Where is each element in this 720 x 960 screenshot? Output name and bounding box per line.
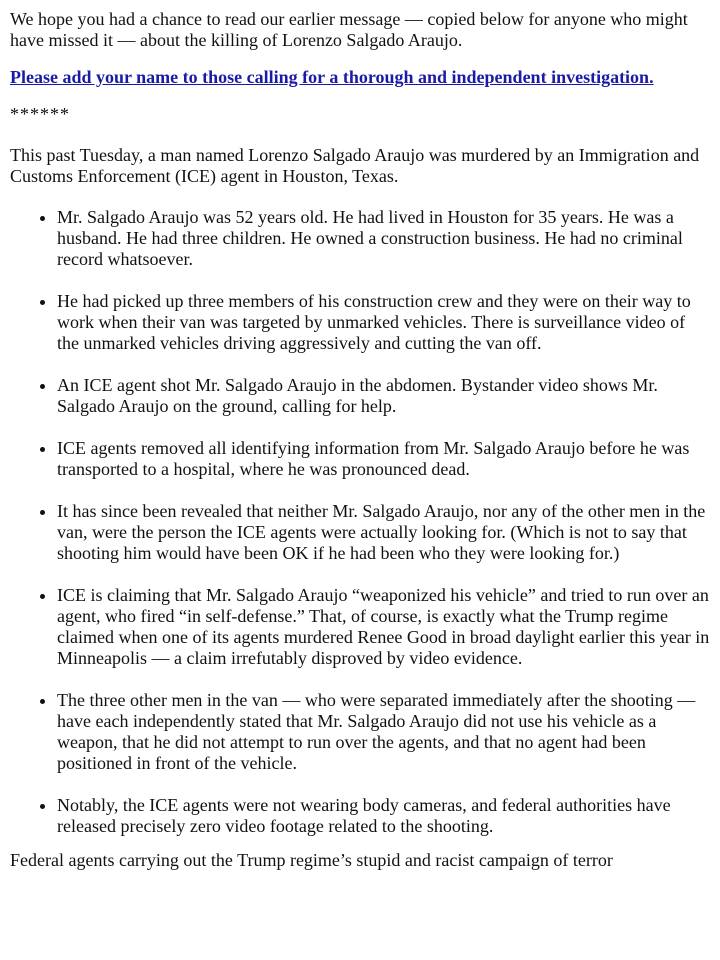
petition-link-paragraph: [10, 67, 710, 88]
intro-paragraph: We hope you had a chance to read our earlier message — copied below for anyone who might have missed it — about the killing of Lorenzo Salgado Araujo.: [10, 9, 688, 50]
facts-list: [10, 207, 710, 837]
list-item: • The three other men in the van — who were separated immediately after the shooting — have each independently stated that Mr. Salgado Araujo did not use his vehicle as a weapon, that he did not attempt to run over the agents, and that no agent had been positioned in front of the vehicle.: [57, 690, 710, 774]
list-item: • ICE agents removed all identifying information from Mr. Salgado Araujo before he was transported to a hospital, where he was pronounced dead.: [57, 438, 710, 480]
petition-link[interactable]: Please add your name to those calling for a thorough and independent investigation.: [10, 67, 654, 87]
list-item: • He had picked up three members of his construction crew and they were on their way to work when their van was targeted by unmarked vehicles. There is surveillance video of the unmarked vehicles driving aggressively and cutting the van off.: [57, 291, 710, 354]
list-item: • Mr. Salgado Araujo was 52 years old. He had lived in Houston for 35 years. He was a husband. He had three children. He owned a construction business. He had no criminal record whatsoever.: [57, 207, 710, 270]
closing-paragraph: Federal agents carrying out the Trump regime’s stupid and racist campaign of terror: [10, 850, 613, 870]
list-item: • Notably, the ICE agents were not wearing body cameras, and federal authorities have released precisely zero video footage related to the shooting.: [57, 795, 710, 837]
list-item: • It has since been revealed that neither Mr. Salgado Araujo, nor any of the other men in the van, were the person the ICE agents were actually looking for. (Which is not to say that shooting him would have been OK if he had been who they were looking for.): [57, 501, 710, 564]
list-item: • ICE is claiming that Mr. Salgado Araujo “weaponized his vehicle” and tried to run over an agent, who fired “in self-defense.” That, of course, is exactly what the Trump regime claimed when one of its agents murdered Renee Good in broad daylight earlier this year in Minneapolis — a claim irrefutably disproved by video evidence.: [57, 585, 710, 669]
lead-paragraph: This past Tuesday, a man named Lorenzo Salgado Araujo was murdered by an Immigration and Customs Enforcement (ICE) agent in Houston, Texas.: [10, 145, 700, 186]
section-separator: ******: [10, 104, 70, 124]
list-item: • An ICE agent shot Mr. Salgado Araujo in the abdomen. Bystander video shows Mr. Salgado Araujo on the ground, calling for help.: [57, 375, 710, 417]
